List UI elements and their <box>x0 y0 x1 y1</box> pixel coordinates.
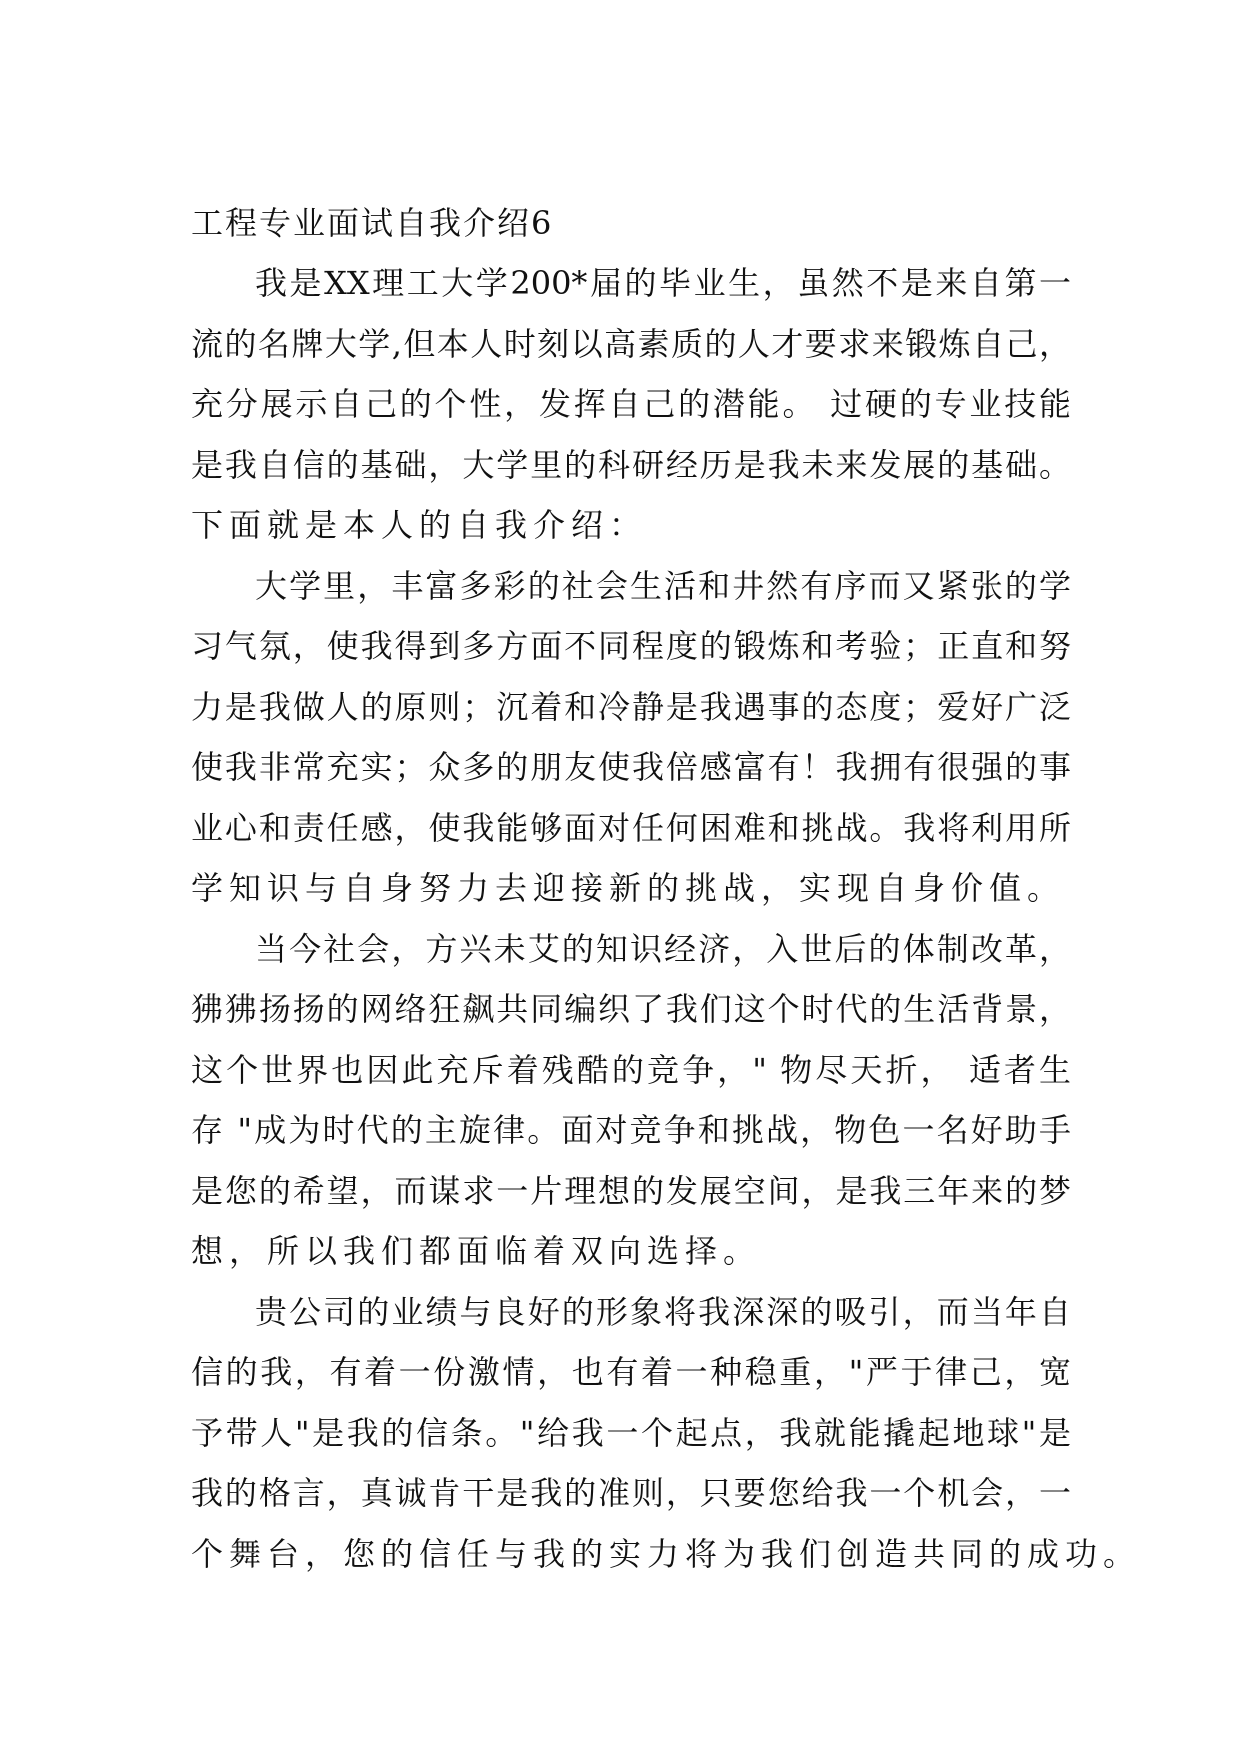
text-line: 是我自信的基础，大学里的科研经历是我未来发展的基础。 <box>191 445 1071 484</box>
text-line: 流的名牌大学,但本人时刻以高素质的人才要求来锻炼自己， <box>191 324 1071 363</box>
text-line: 充分展示自己的个性，发挥自己的潜能。 过硬的专业技能 <box>191 385 1071 423</box>
text-line: 信的我，有着一份激情，也有着一种稳重，"严于律己，宽 <box>191 1353 1071 1391</box>
text-line: 大学里，丰富多彩的社会生活和井然有序而又紧张的学 <box>255 566 1071 605</box>
text-line: 存 "成为时代的主旋律。面对竞争和挑战，物色一名好助手 <box>191 1111 1071 1149</box>
text-line: 下面就是本人的自我介绍： <box>191 506 648 544</box>
text-line: 个舞台，您的信任与我的实力将为我们创造共同的成功。 <box>191 1534 1142 1573</box>
text-line: 我是XX理工大学200*届的毕业生，虽然不是来自第一 <box>255 264 1071 302</box>
paragraph-company <box>191 1282 1142 1585</box>
text-line: 学知识与自身努力去迎接新的挑战，实现自身价值。 <box>191 869 1066 907</box>
paragraph-university-life <box>191 556 1071 919</box>
text-line: 使我非常充实；众多的朋友使我倍感富有！我拥有很强的事 <box>191 748 1071 786</box>
text-line: 狒狒扬扬的网络狂飙共同编织了我们这个时代的生活背景， <box>191 990 1071 1028</box>
text-line: 是您的希望，而谋求一片理想的发展空间，是我三年来的梦 <box>191 1171 1071 1210</box>
text-line: 贵公司的业绩与良好的形象将我深深的吸引，而当年自 <box>255 1292 1071 1331</box>
text-line: 想，所以我们都面临着双向选择。 <box>191 1232 762 1270</box>
text-line: 我的格言，真诚肯干是我的准则，只要您给我一个机会，一 <box>191 1474 1071 1512</box>
text-line: 习气氛，使我得到多方面不同程度的锻炼和考验；正直和努 <box>191 627 1071 665</box>
paragraph-intro <box>191 253 1071 556</box>
text-line: 业心和责任感，使我能够面对任何困难和挑战。我将利用所 <box>191 808 1071 847</box>
document-body <box>191 193 1142 1584</box>
text-line: 予带人"是我的信条。"给我一个起点，我就能撬起地球"是 <box>191 1413 1071 1452</box>
document-title: 工程专业面试自我介绍6 <box>191 204 554 242</box>
text-line: 力是我做人的原则；沉着和冷静是我遇事的态度；爱好广泛 <box>191 687 1071 726</box>
text-line: 当今社会，方兴未艾的知识经济，入世后的体制改革， <box>255 929 1071 968</box>
text-line: 这个世界也因此充斥着残酷的竞争，" 物尽天折， 适者生 <box>191 1050 1071 1089</box>
paragraph-society <box>191 919 1071 1282</box>
